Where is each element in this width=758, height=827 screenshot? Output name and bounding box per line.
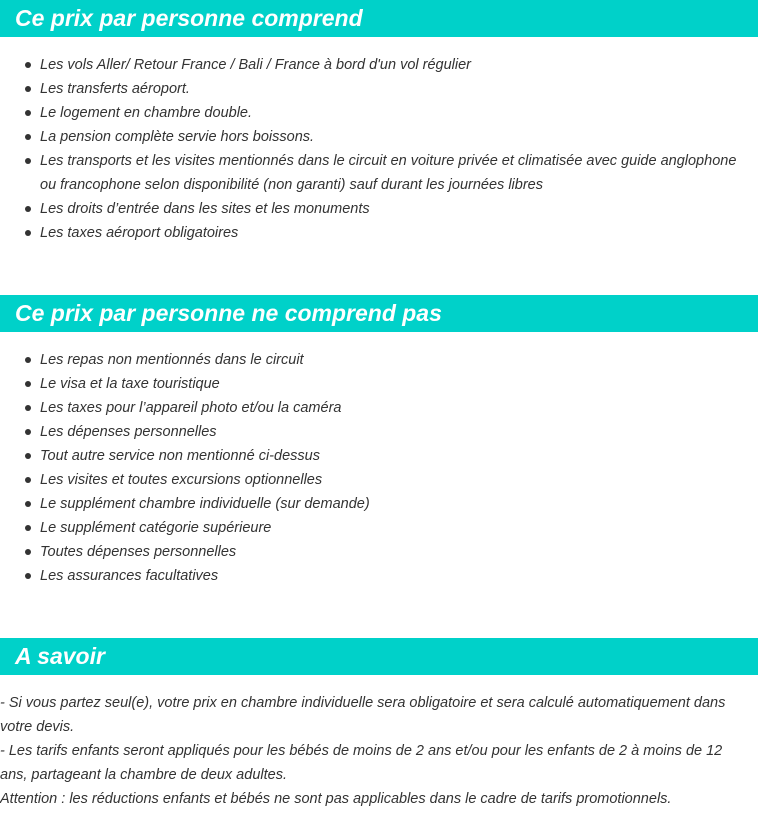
list-item: Tout autre service non mentionné ci-dessus	[0, 444, 758, 468]
bullet-icon	[25, 429, 31, 435]
bullet-icon	[25, 549, 31, 555]
savoir-paragraph: - Si vous partez seul(e), votre prix en chambre individuelle sera obligatoire et sera calculé automatiquement dans votre devis.	[0, 695, 726, 735]
list-item: Les taxes pour l’appareil photo et/ou la caméra	[0, 396, 758, 420]
bullet-icon	[25, 86, 31, 92]
list-item: Les transferts aéroport.	[0, 77, 758, 101]
bullet-icon	[25, 405, 31, 411]
bullet-icon	[25, 158, 31, 164]
bullet-icon	[25, 453, 31, 459]
list-item: Les droits d’entrée dans les sites et les monuments	[0, 197, 758, 221]
list-item: Le supplément catégorie supérieure	[0, 516, 758, 540]
bullet-icon	[25, 110, 31, 116]
excluded-list	[0, 348, 758, 588]
savoir-paragraph: - Les tarifs enfants seront appliqués pour les bébés de moins de 2 ans et/ou pour les enfants de 2 à moins de 12 ans, partageant la chambre de deux adultes.	[0, 743, 723, 783]
list-item: Le visa et la taxe touristique	[0, 372, 758, 396]
bullet-icon	[25, 381, 31, 387]
list-item: Les dépenses personnelles	[0, 420, 758, 444]
bullet-icon	[25, 230, 31, 236]
included-list	[0, 53, 758, 245]
excluded-section-title: Ce prix par personne ne comprend pas	[0, 295, 758, 332]
list-item: Les vols Aller/ Retour France / Bali / France à bord d'un vol régulier	[0, 53, 758, 77]
bullet-icon	[25, 501, 31, 507]
bullet-icon	[25, 573, 31, 579]
bullet-icon	[25, 357, 31, 363]
list-item: Les transports et les visites mentionnés dans le circuit en voiture privée et climatisée avec guide anglophone ou francophone selon disponibilité (non garanti) sauf durant les journées libres	[0, 149, 758, 197]
bullet-icon	[25, 134, 31, 140]
list-item: Le supplément chambre individuelle (sur demande)	[0, 492, 758, 516]
list-item: La pension complète servie hors boissons.	[0, 125, 758, 149]
list-item: Toutes dépenses personnelles	[0, 540, 758, 564]
list-item: Les taxes aéroport obligatoires	[0, 221, 758, 245]
list-item: Les assurances facultatives	[0, 564, 758, 588]
list-item: Les repas non mentionnés dans le circuit	[0, 348, 758, 372]
bullet-icon	[25, 477, 31, 483]
bullet-icon	[25, 525, 31, 531]
savoir-section-title: A savoir	[0, 638, 758, 675]
savoir-text	[0, 691, 758, 811]
bullet-icon	[25, 62, 31, 68]
bullet-icon	[25, 206, 31, 212]
savoir-paragraph: Attention : les réductions enfants et bébés ne sont pas applicables dans le cadre de tarifs promotionnels.	[0, 791, 672, 807]
included-section-title: Ce prix par personne comprend	[0, 0, 758, 37]
list-item: Le logement en chambre double.	[0, 101, 758, 125]
list-item: Les visites et toutes excursions optionnelles	[0, 468, 758, 492]
